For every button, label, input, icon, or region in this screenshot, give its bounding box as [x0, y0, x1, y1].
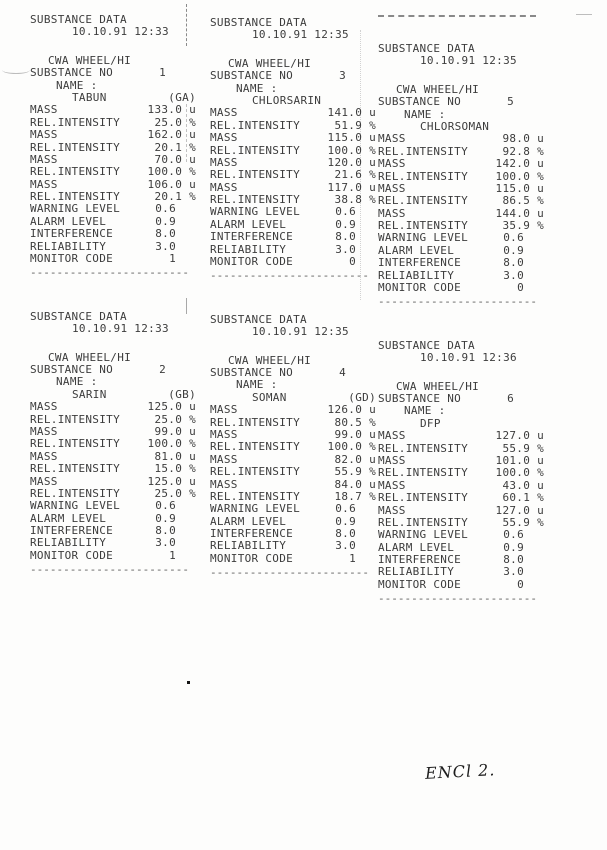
row-label: MASS — [30, 128, 58, 142]
data-row — [30, 166, 196, 178]
row-value: 80.5 % — [334, 415, 376, 429]
row-value: 82.0 u — [334, 452, 376, 466]
row-label: REL.INTENSITY — [210, 118, 300, 132]
row-value: 99.0 u — [154, 424, 196, 438]
substance-no-value: 3 — [339, 69, 346, 83]
row-value: 100.0 % — [327, 143, 376, 157]
row-label: REL.INTENSITY — [30, 486, 120, 500]
row-value: 101.0 u — [495, 453, 544, 467]
row-label: REL.INTENSITY — [30, 412, 120, 426]
row-label: MASS — [210, 403, 238, 417]
block-title: SUBSTANCE DATA — [210, 16, 307, 29]
substance-no-row — [210, 367, 376, 379]
substance-no-label: SUBSTANCE NO — [378, 391, 462, 405]
data-row — [210, 256, 376, 268]
row-value: 99.0 u — [334, 427, 376, 441]
substance-code: (GD) — [348, 390, 376, 404]
row-value: 21.6 % — [334, 168, 376, 182]
substance-data-block — [378, 340, 544, 606]
block-datetime: 10.10.91 12:33 — [72, 322, 169, 336]
measurement-rows — [30, 104, 196, 265]
row-label: MONITOR CODE — [30, 548, 114, 562]
row-value: 8.0 — [155, 227, 176, 241]
substance-data-block — [210, 314, 376, 580]
substance-no-value: 2 — [159, 362, 166, 376]
row-value: 8.0 — [503, 553, 524, 567]
name-label: NAME : — [56, 375, 98, 389]
row-value: 141.0 u — [327, 106, 376, 120]
row-value: 115.0 u — [327, 131, 376, 145]
row-label: REL.INTENSITY — [210, 168, 300, 182]
row-label: MASS — [378, 478, 406, 492]
row-value: 0 — [517, 281, 524, 295]
row-label: ALARM LEVEL — [210, 217, 287, 231]
block-title: SUBSTANCE DATA — [210, 312, 307, 326]
data-row — [378, 158, 544, 170]
device-name: CWA WHEEL/HI — [396, 82, 480, 96]
data-row — [210, 231, 376, 243]
data-row — [210, 206, 376, 218]
row-label: MASS — [30, 103, 58, 117]
row-label: ALARM LEVEL — [210, 514, 287, 528]
row-label: WARNING LEVEL — [30, 202, 120, 216]
row-label: MASS — [378, 181, 406, 195]
row-label: MASS — [30, 177, 58, 191]
row-value: 0.6 — [335, 502, 356, 516]
data-row — [30, 253, 196, 265]
row-label: ALARM LEVEL — [378, 243, 455, 257]
row-value: 25.0 % — [154, 412, 196, 426]
row-value: 142.0 u — [495, 157, 544, 171]
row-value: 43.0 u — [502, 478, 544, 492]
row-value: 55.9 % — [502, 515, 544, 529]
row-label: WARNING LEVEL — [378, 528, 468, 542]
row-value: 0.9 — [503, 540, 524, 554]
row-value: 18.7 % — [334, 489, 376, 503]
block-title: SUBSTANCE DATA — [30, 13, 127, 26]
data-row — [210, 503, 376, 515]
smudge-artifact — [2, 66, 30, 74]
substance-no-row — [30, 67, 196, 79]
row-label: INTERFERENCE — [210, 230, 294, 244]
row-label: RELIABILITY — [210, 242, 287, 256]
row-label: MASS — [210, 155, 238, 169]
block-separator: ------------------------ — [210, 566, 369, 580]
row-value: 60.1 % — [502, 491, 544, 505]
row-value: 125.0 u — [147, 474, 196, 488]
data-row — [210, 404, 376, 416]
substance-no-label: SUBSTANCE NO — [210, 365, 294, 379]
row-value: 0.9 — [335, 514, 356, 528]
name-label: NAME : — [404, 107, 446, 121]
substance-no-label: SUBSTANCE NO — [210, 69, 294, 83]
row-value: 20.1 % — [154, 140, 196, 154]
data-row — [378, 467, 544, 479]
data-row — [378, 195, 544, 207]
data-row — [378, 430, 544, 442]
row-label: REL.INTENSITY — [210, 415, 300, 429]
substance-data-block — [30, 311, 196, 577]
row-value: 70.0 u — [154, 152, 196, 166]
block-separator: ------------------------ — [378, 295, 537, 309]
row-label: ALARM LEVEL — [378, 540, 455, 554]
column-2 — [210, 17, 376, 580]
ink-dot-artifact — [187, 681, 190, 684]
row-value: 84.0 u — [334, 477, 376, 491]
row-value: 8.0 — [335, 527, 356, 541]
substance-no-row — [30, 364, 196, 376]
row-value: 100.0 % — [327, 440, 376, 454]
row-value: 162.0 u — [147, 128, 196, 142]
name-label: NAME : — [236, 81, 278, 95]
row-label: REL.INTENSITY — [210, 465, 300, 479]
substance-name: SOMAN — [252, 390, 287, 404]
row-value: 8.0 — [335, 230, 356, 244]
data-row — [30, 104, 196, 116]
data-row — [30, 129, 196, 141]
substance-name: CHLORSOMAN — [420, 119, 490, 133]
device-name: CWA WHEEL/HI — [396, 379, 480, 393]
row-label: REL.INTENSITY — [378, 194, 468, 208]
row-label: MASS — [30, 152, 58, 166]
substance-no-value: 5 — [507, 95, 514, 109]
row-label: REL.INTENSITY — [378, 219, 468, 233]
row-value: 55.9 % — [334, 465, 376, 479]
substance-name: TABUN — [72, 90, 107, 104]
row-value: 100.0 % — [495, 169, 544, 183]
row-label: MASS — [30, 474, 58, 488]
substance-code: (GA) — [168, 90, 196, 104]
row-value: 51.9 % — [334, 118, 376, 132]
row-label: MASS — [30, 400, 58, 414]
row-label: REL.INTENSITY — [378, 491, 468, 505]
blank-line — [30, 336, 196, 352]
row-label: INTERFERENCE — [378, 256, 462, 270]
substance-code: (GB) — [168, 387, 196, 401]
row-label: INTERFERENCE — [30, 227, 114, 241]
row-label: WARNING LEVEL — [378, 231, 468, 245]
block-datetime: 10.10.91 12:36 — [420, 351, 517, 365]
substance-no-row — [378, 393, 544, 405]
previous-printout-separator — [378, 15, 536, 17]
substance-data-block — [378, 43, 544, 309]
row-value: 0.9 — [335, 217, 356, 231]
data-row — [378, 566, 544, 578]
measurement-rows — [30, 401, 196, 562]
row-value: 106.0 u — [147, 177, 196, 191]
row-label: REL.INTENSITY — [30, 437, 120, 451]
substance-no-label: SUBSTANCE NO — [30, 66, 114, 80]
row-value: 0.6 — [155, 202, 176, 216]
substance-name: DFP — [420, 416, 441, 430]
row-label: REL.INTENSITY — [378, 441, 468, 455]
row-label: MASS — [30, 449, 58, 463]
row-label: REL.INTENSITY — [378, 144, 468, 158]
row-label: REL.INTENSITY — [30, 190, 120, 204]
row-label: REL.INTENSITY — [30, 165, 120, 179]
block-separator: ------------------------ — [30, 266, 189, 280]
scan-artifact-mark — [576, 14, 592, 15]
name-label: NAME : — [56, 78, 98, 92]
row-label: REL.INTENSITY — [30, 115, 120, 129]
row-label: MASS — [378, 429, 406, 443]
row-label: MASS — [30, 424, 58, 438]
row-label: MASS — [378, 157, 406, 171]
row-label: MASS — [378, 503, 406, 517]
block-title: SUBSTANCE DATA — [378, 338, 475, 352]
row-value: 3.0 — [155, 239, 176, 253]
row-value: 92.8 % — [502, 144, 544, 158]
row-value: 15.0 % — [154, 462, 196, 476]
data-row — [210, 169, 376, 181]
row-value: 115.0 u — [495, 181, 544, 195]
row-label: WARNING LEVEL — [210, 205, 300, 219]
measurement-rows — [378, 133, 544, 294]
row-value: 55.9 % — [502, 441, 544, 455]
data-row — [30, 228, 196, 240]
row-value: 1 — [169, 252, 176, 266]
row-label: REL.INTENSITY — [378, 169, 468, 183]
row-value: 25.0 % — [154, 486, 196, 500]
data-row — [210, 132, 376, 144]
row-label: INTERFERENCE — [30, 524, 114, 538]
row-label: WARNING LEVEL — [210, 502, 300, 516]
row-label: INTERFERENCE — [210, 527, 294, 541]
row-label: MASS — [210, 131, 238, 145]
substance-no-row — [210, 70, 376, 82]
row-label: RELIABILITY — [30, 239, 107, 253]
handwritten-note: ENCl 2. — [424, 760, 496, 783]
data-row — [30, 463, 196, 475]
row-value: 127.0 u — [495, 503, 544, 517]
data-row — [378, 257, 544, 269]
data-row — [210, 441, 376, 453]
row-value: 0.6 — [155, 499, 176, 513]
measurement-rows — [210, 107, 376, 268]
row-value: 100.0 % — [495, 466, 544, 480]
row-value: 0.9 — [155, 214, 176, 228]
substance-no-value: 6 — [507, 391, 514, 405]
device-name: CWA WHEEL/HI — [48, 350, 132, 364]
row-value: 0.6 — [335, 205, 356, 219]
row-label: REL.INTENSITY — [210, 143, 300, 157]
substance-name: CHLORSARIN — [252, 93, 322, 107]
data-row — [30, 550, 196, 562]
row-label: ALARM LEVEL — [30, 214, 107, 228]
data-row — [210, 466, 376, 478]
row-label: MASS — [210, 106, 238, 120]
data-row — [30, 438, 196, 450]
row-value: 86.5 % — [502, 194, 544, 208]
row-label: REL.INTENSITY — [210, 440, 300, 454]
row-label: REL.INTENSITY — [30, 140, 120, 154]
blank-line — [378, 68, 544, 84]
row-label: WARNING LEVEL — [30, 499, 120, 513]
row-label: ALARM LEVEL — [30, 511, 107, 525]
block-separator: ------------------------ — [210, 269, 369, 283]
row-value: 25.0 % — [154, 115, 196, 129]
row-label: MONITOR CODE — [210, 551, 294, 565]
row-value: 0.9 — [503, 243, 524, 257]
blank-line — [30, 39, 196, 55]
row-value: 1 — [349, 551, 356, 565]
row-label: RELIABILITY — [378, 268, 455, 282]
row-value: 3.0 — [503, 565, 524, 579]
blank-line — [210, 339, 376, 355]
row-label: REL.INTENSITY — [378, 466, 468, 480]
device-name: CWA WHEEL/HI — [228, 353, 312, 367]
row-value: 0 — [517, 577, 524, 591]
row-label: REL.INTENSITY — [30, 462, 120, 476]
row-value: 38.8 % — [334, 193, 376, 207]
name-label: NAME : — [404, 404, 446, 418]
row-label: REL.INTENSITY — [378, 515, 468, 529]
data-row — [30, 401, 196, 413]
row-value: 133.0 u — [147, 103, 196, 117]
data-row — [378, 133, 544, 145]
row-label: MASS — [210, 427, 238, 441]
block-separator: ------------------------ — [378, 592, 537, 606]
row-label: MASS — [378, 132, 406, 146]
row-value: 35.9 % — [502, 219, 544, 233]
row-value: 98.0 u — [502, 132, 544, 146]
row-value: 0.6 — [503, 528, 524, 542]
substance-name: SARIN — [72, 387, 107, 401]
block-title: SUBSTANCE DATA — [378, 42, 475, 55]
data-row — [210, 553, 376, 565]
data-row — [30, 500, 196, 512]
row-label: MASS — [210, 477, 238, 491]
substance-data-block — [30, 14, 196, 280]
row-value: 0 — [349, 255, 356, 269]
row-value: 126.0 u — [327, 403, 376, 417]
block-title: SUBSTANCE DATA — [30, 309, 127, 323]
block-separator: ------------------------ — [30, 563, 189, 577]
row-value: 0.6 — [503, 231, 524, 245]
blank-line — [378, 365, 544, 381]
row-value: 127.0 u — [495, 429, 544, 443]
row-label: REL.INTENSITY — [210, 193, 300, 207]
row-label: MASS — [378, 206, 406, 220]
device-name: CWA WHEEL/HI — [48, 53, 132, 67]
row-value: 120.0 u — [327, 155, 376, 169]
row-label: RELIABILITY — [378, 565, 455, 579]
row-value: 8.0 — [503, 256, 524, 270]
row-label: RELIABILITY — [210, 539, 287, 553]
block-datetime: 10.10.91 12:35 — [420, 54, 517, 68]
row-value: 20.1 % — [154, 190, 196, 204]
substance-no-label: SUBSTANCE NO — [378, 95, 462, 109]
data-row — [210, 540, 376, 552]
row-value: 3.0 — [155, 536, 176, 550]
measurement-rows — [210, 404, 376, 565]
data-row — [210, 107, 376, 119]
row-value: 100.0 % — [147, 437, 196, 451]
block-datetime: 10.10.91 12:35 — [252, 28, 349, 42]
data-row — [378, 282, 544, 294]
substance-no-value: 1 — [159, 66, 166, 80]
row-value: 8.0 — [155, 524, 176, 538]
substance-data-block — [210, 17, 376, 283]
row-label: MASS — [378, 453, 406, 467]
row-value: 3.0 — [503, 268, 524, 282]
data-row — [378, 579, 544, 591]
row-value: 100.0 % — [147, 165, 196, 179]
row-label: MONITOR CODE — [378, 281, 462, 295]
row-label: INTERFERENCE — [378, 553, 462, 567]
row-value: 1 — [169, 548, 176, 562]
data-row — [378, 529, 544, 541]
row-label: MASS — [210, 180, 238, 194]
row-value: 144.0 u — [495, 206, 544, 220]
row-value: 3.0 — [335, 539, 356, 553]
row-value: 81.0 u — [154, 449, 196, 463]
row-label: MONITOR CODE — [378, 577, 462, 591]
row-label: MONITOR CODE — [210, 255, 294, 269]
row-value: 125.0 u — [147, 400, 196, 414]
column-3 — [378, 13, 544, 606]
column-1 — [30, 14, 196, 577]
substance-no-label: SUBSTANCE NO — [30, 362, 114, 376]
row-label: MONITOR CODE — [30, 252, 114, 266]
data-row — [378, 492, 544, 504]
substance-no-value: 4 — [339, 365, 346, 379]
data-row — [30, 537, 196, 549]
device-name: CWA WHEEL/HI — [228, 56, 312, 70]
row-label: REL.INTENSITY — [210, 489, 300, 503]
block-datetime: 10.10.91 12:35 — [252, 325, 349, 339]
row-label: MASS — [210, 452, 238, 466]
row-value: 117.0 u — [327, 180, 376, 194]
measurement-rows — [378, 430, 544, 591]
row-value: 3.0 — [335, 242, 356, 256]
blank-line — [210, 42, 376, 58]
data-row — [30, 203, 196, 215]
row-value: 0.9 — [155, 511, 176, 525]
data-row — [378, 232, 544, 244]
row-label: RELIABILITY — [30, 536, 107, 550]
block-datetime: 10.10.91 12:33 — [72, 25, 169, 39]
substance-no-row — [378, 96, 544, 108]
name-label: NAME : — [236, 378, 278, 392]
